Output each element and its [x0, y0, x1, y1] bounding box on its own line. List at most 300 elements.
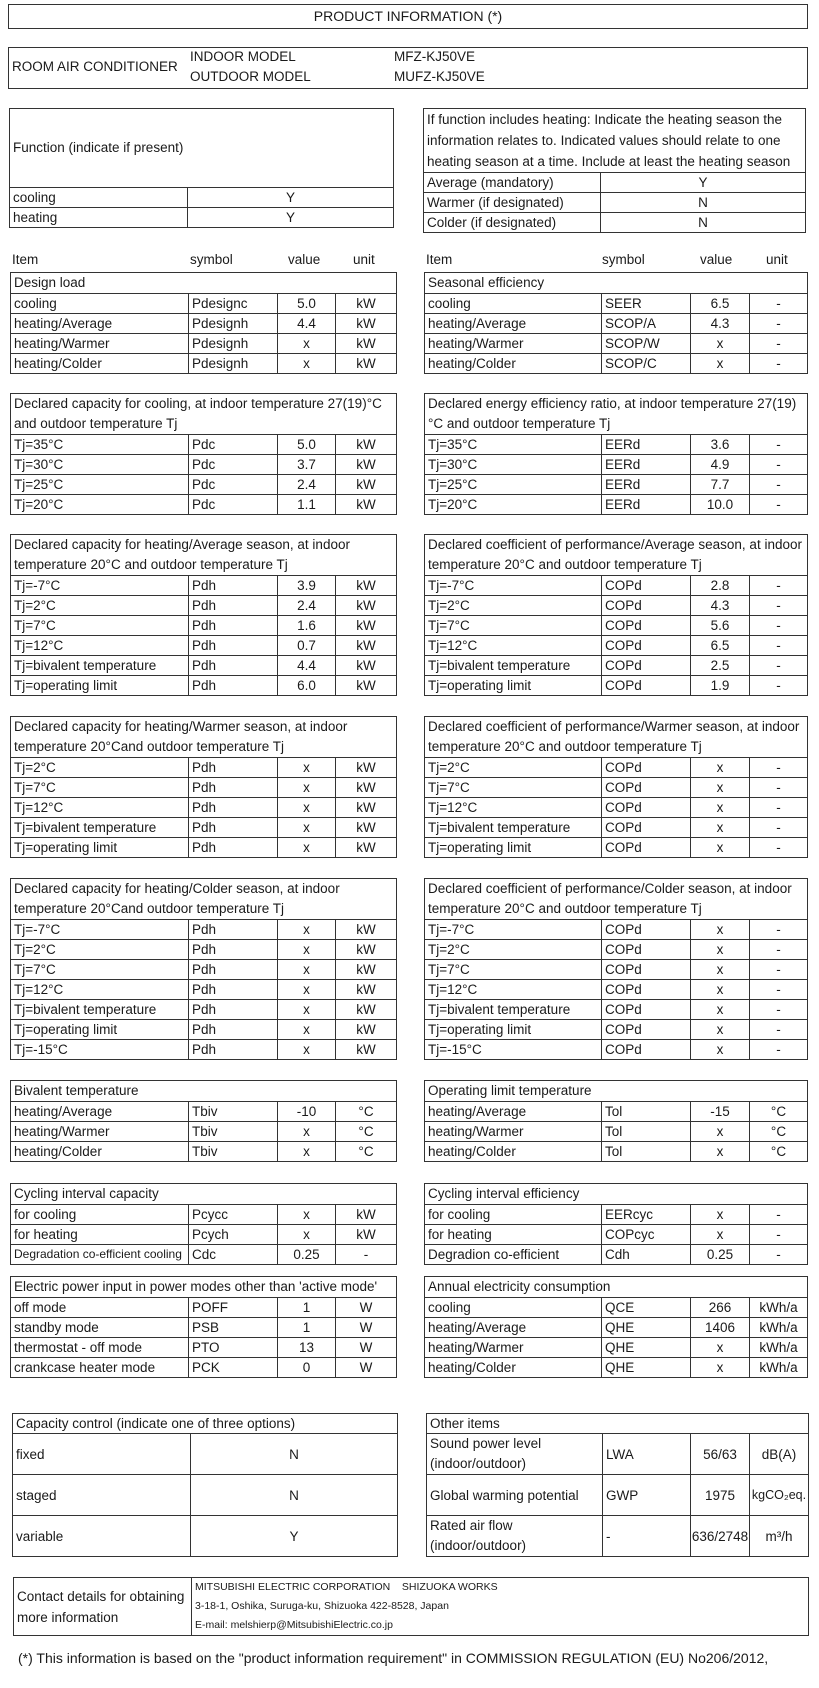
row-item: heating/Average: [425, 1318, 602, 1338]
row-item: Tj=operating limit: [11, 1020, 189, 1040]
row-unit: kW: [336, 314, 397, 334]
section-title: Declared capacity for heating/Average season, at indoor temperature 20°C and outdoor temperature Tj: [11, 535, 397, 576]
row-item: Tj=-15°C: [11, 1040, 189, 1060]
table-row: [11, 1318, 397, 1338]
table-row: [11, 1122, 397, 1142]
table-row: [11, 1205, 397, 1225]
table-row: [424, 213, 806, 233]
row-item: Tj=operating limit: [11, 838, 189, 858]
row-unit: -: [750, 435, 808, 455]
row-unit: -: [750, 1020, 808, 1040]
row-item: Tj=bivalent temperature: [11, 656, 189, 676]
row-symbol: Pdh: [189, 576, 278, 596]
row-item: Tj=2°C: [425, 596, 602, 616]
row-item: Tj=-15°C: [425, 1040, 602, 1060]
row-item: heating/Average: [11, 1102, 189, 1122]
row-item: Tj=7°C: [425, 960, 602, 980]
row-symbol: Pdh: [189, 778, 278, 798]
row-unit: -: [750, 1000, 808, 1020]
row-symbol: Pdh: [189, 798, 278, 818]
table-row: [425, 1245, 808, 1265]
row-unit: °C: [336, 1122, 397, 1142]
row-symbol: COPd: [602, 980, 691, 1000]
table-row: [11, 838, 397, 858]
row-unit: kW: [336, 656, 397, 676]
contact-email[interactable]: E-mail: melshierp@MitsubishiElectric.co.jp: [192, 1616, 809, 1636]
other-items-title: Other items: [427, 1414, 809, 1434]
row-unit: kW: [336, 920, 397, 940]
row-value: x: [691, 1000, 750, 1020]
row-value: 0.7: [278, 636, 336, 656]
section-title: Declared capacity for cooling, at indoor temperature 27(19)°C and outdoor temperature Tj: [11, 394, 397, 435]
column-header-symbol: symbol: [602, 252, 645, 267]
table-row: [11, 1225, 397, 1245]
row-value: 6.5: [691, 294, 750, 314]
row-value: x: [691, 1040, 750, 1060]
row-value: x: [691, 798, 750, 818]
table-row: [425, 960, 808, 980]
table-row: [425, 294, 808, 314]
row-symbol: COPd: [602, 818, 691, 838]
row-symbol: Pdc: [189, 455, 278, 475]
column-header-item: Item: [12, 252, 39, 267]
row-item: heating/Average: [425, 1102, 602, 1122]
column-header-item: Item: [426, 252, 453, 267]
row-item: Tj=20°C: [425, 495, 602, 515]
row-symbol: Pdh: [189, 940, 278, 960]
function-value: Y: [188, 188, 394, 208]
other-items-table: [426, 1413, 809, 1557]
section-title: Cycling interval efficiency: [425, 1184, 808, 1205]
row-value: x: [278, 980, 336, 1000]
row-unit: W: [336, 1318, 397, 1338]
table-row: [13, 1516, 398, 1557]
contact-company: MITSUBISHI ELECTRIC CORPORATION SHIZUOKA WORKS: [192, 1578, 809, 1598]
row-unit: -: [750, 656, 808, 676]
table-row: [11, 616, 397, 636]
left-spec-table: [10, 272, 397, 374]
row-unit: -: [750, 455, 808, 475]
row-item: standby mode: [11, 1318, 189, 1338]
table-row: [10, 208, 394, 228]
row-item: Tj=2°C: [11, 596, 189, 616]
table-row: [425, 435, 808, 455]
capacity-control-item: staged: [13, 1475, 191, 1516]
row-value: x: [278, 1122, 336, 1142]
row-item: heating/Warmer: [11, 334, 189, 354]
row-item: Tj=bivalent temperature: [425, 1000, 602, 1020]
row-symbol: Pdh: [189, 636, 278, 656]
row-unit: -: [750, 1245, 808, 1265]
row-symbol: EERd: [602, 435, 691, 455]
season-value: N: [601, 193, 806, 213]
table-row: [11, 354, 397, 374]
row-value: x: [691, 920, 750, 940]
right-spec-table: [424, 534, 808, 696]
row-unit: -: [750, 838, 808, 858]
function-table: [9, 108, 394, 228]
table-row: [425, 1102, 808, 1122]
capacity-control-table: [12, 1413, 398, 1557]
row-item: Tj=2°C: [425, 940, 602, 960]
right-spec-table: [424, 1183, 808, 1265]
row-value: x: [278, 778, 336, 798]
row-symbol: Pdh: [189, 596, 278, 616]
row-item: Tj=35°C: [425, 435, 602, 455]
table-row: [425, 1338, 808, 1358]
table-row: [425, 656, 808, 676]
table-row: [11, 455, 397, 475]
row-item: heating/Colder: [425, 1358, 602, 1378]
row-value: 1.6: [278, 616, 336, 636]
row-value: x: [278, 1225, 336, 1245]
section-title: Declared capacity for heating/Warmer season, at indoor temperature 20°Cand outdoor temperature Tj: [11, 717, 397, 758]
row-symbol: EERd: [602, 475, 691, 495]
row-unit: -: [750, 475, 808, 495]
row-value: x: [691, 1225, 750, 1245]
row-unit: °C: [336, 1102, 397, 1122]
row-unit: kW: [336, 940, 397, 960]
row-value: x: [278, 758, 336, 778]
row-value: x: [691, 980, 750, 1000]
row-symbol: Pdc: [189, 475, 278, 495]
row-symbol: POFF: [189, 1298, 278, 1318]
row-item: Tj=7°C: [425, 616, 602, 636]
row-value: 1.1: [278, 495, 336, 515]
table-row: [425, 1358, 808, 1378]
row-item: for heating: [425, 1225, 602, 1245]
row-symbol: Pdh: [189, 980, 278, 1000]
function-label: Function (indicate if present): [10, 109, 394, 188]
row-symbol: Pdh: [189, 838, 278, 858]
row-item: Tj=12°C: [11, 798, 189, 818]
row-unit: kW: [336, 778, 397, 798]
row-unit: kW: [336, 980, 397, 1000]
row-value: x: [278, 920, 336, 940]
row-symbol: EERcyc: [602, 1205, 691, 1225]
table-row: [11, 1142, 397, 1162]
table-row: [11, 656, 397, 676]
row-value: 4.4: [278, 314, 336, 334]
row-unit: kW: [336, 818, 397, 838]
row-unit: °C: [336, 1142, 397, 1162]
row-value: 2.5: [691, 656, 750, 676]
table-row: [11, 636, 397, 656]
row-value: 13: [278, 1338, 336, 1358]
column-header-value: value: [700, 252, 733, 267]
row-value: x: [691, 1338, 750, 1358]
row-unit: -: [750, 960, 808, 980]
row-item: Tj=7°C: [11, 616, 189, 636]
row-unit: -: [750, 778, 808, 798]
row-symbol: EERd: [602, 455, 691, 475]
row-item: Tj=7°C: [11, 960, 189, 980]
row-symbol: Pdh: [189, 676, 278, 696]
row-value: x: [278, 1205, 336, 1225]
row-symbol: Pdh: [189, 960, 278, 980]
section-title: Declared capacity for heating/Colder season, at indoor temperature 20°Cand outdoor temperature Tj: [11, 879, 397, 920]
row-item: Tj=2°C: [425, 758, 602, 778]
row-unit: -: [750, 758, 808, 778]
table-row: [11, 495, 397, 515]
row-unit: kW: [336, 334, 397, 354]
table-row: [425, 1298, 808, 1318]
row-value: x: [691, 1122, 750, 1142]
row-unit: -: [750, 314, 808, 334]
row-symbol: QHE: [602, 1318, 691, 1338]
row-value: x: [278, 838, 336, 858]
table-row: [425, 1318, 808, 1338]
indoor-model-value: MFZ-KJ50VE: [394, 49, 476, 64]
table-row: [427, 1475, 809, 1516]
row-item: heating/Warmer: [425, 334, 602, 354]
row-unit: -: [750, 636, 808, 656]
row-item: Tj=12°C: [425, 798, 602, 818]
row-unit: kW: [336, 1020, 397, 1040]
table-row: [11, 294, 397, 314]
other-unit: kgCO₂eq.: [750, 1475, 809, 1516]
row-value: x: [691, 818, 750, 838]
row-symbol: COPcyc: [602, 1225, 691, 1245]
row-value: x: [278, 334, 336, 354]
row-symbol: COPd: [602, 576, 691, 596]
row-item: Tj=bivalent temperature: [425, 656, 602, 676]
row-value: -10: [278, 1102, 336, 1122]
table-row: [11, 334, 397, 354]
row-value: 2.4: [278, 475, 336, 495]
function-item: heating: [10, 208, 188, 228]
row-symbol: COPd: [602, 758, 691, 778]
row-value: x: [278, 1142, 336, 1162]
row-symbol: Cdc: [189, 1245, 278, 1265]
row-unit: kWh/a: [750, 1338, 808, 1358]
table-row: [425, 838, 808, 858]
table-row: [11, 314, 397, 334]
section-title: Declared coefficient of performance/Colder season, at indoor temperature 20°C and outdoor temperature Tj: [425, 879, 808, 920]
row-symbol: COPd: [602, 636, 691, 656]
right-spec-table: [424, 878, 808, 1060]
other-symbol: -: [603, 1516, 691, 1557]
row-value: x: [278, 960, 336, 980]
section-title: Operating limit temperature: [425, 1081, 808, 1102]
row-value: 4.3: [691, 596, 750, 616]
row-symbol: PTO: [189, 1338, 278, 1358]
row-value: x: [278, 354, 336, 374]
row-unit: kW: [336, 455, 397, 475]
row-value: 4.4: [278, 656, 336, 676]
left-spec-table: [10, 534, 397, 696]
capacity-control-item: fixed: [13, 1434, 191, 1475]
row-unit: kW: [336, 1205, 397, 1225]
table-row: [425, 758, 808, 778]
row-item: Tj=-7°C: [11, 920, 189, 940]
row-symbol: COPd: [602, 596, 691, 616]
row-value: 1: [278, 1318, 336, 1338]
row-value: x: [278, 1040, 336, 1060]
row-symbol: COPd: [602, 940, 691, 960]
page-title: PRODUCT INFORMATION (*): [313, 8, 503, 24]
row-item: Degradation co-efficient cooling: [11, 1245, 189, 1265]
row-unit: kW: [336, 576, 397, 596]
column-header-value: value: [288, 252, 321, 267]
table-row: [11, 940, 397, 960]
table-row: [11, 1020, 397, 1040]
row-item: Tj=bivalent temperature: [425, 818, 602, 838]
category-label: ROOM AIR CONDITIONER: [12, 59, 178, 74]
row-value: 1: [278, 1298, 336, 1318]
other-unit: dB(A): [750, 1434, 809, 1475]
row-unit: kW: [336, 435, 397, 455]
row-item: for cooling: [425, 1205, 602, 1225]
row-symbol: Tol: [602, 1142, 691, 1162]
row-unit: kW: [336, 1000, 397, 1020]
row-unit: -: [750, 596, 808, 616]
row-value: 6.0: [278, 676, 336, 696]
table-row: [11, 1245, 397, 1265]
row-item: heating/Warmer: [425, 1122, 602, 1142]
row-unit: -: [750, 920, 808, 940]
row-value: 5.0: [278, 294, 336, 314]
right-spec-table: [424, 1080, 808, 1162]
other-symbol: GWP: [603, 1475, 691, 1516]
column-header-unit: unit: [353, 252, 375, 267]
row-symbol: Tbiv: [189, 1122, 278, 1142]
other-item: Rated air flow (indoor/outdoor): [427, 1516, 603, 1557]
row-unit: -: [750, 940, 808, 960]
row-symbol: Pdh: [189, 758, 278, 778]
section-title: Bivalent temperature: [11, 1081, 397, 1102]
table-row: [11, 778, 397, 798]
row-item: Tj=30°C: [11, 455, 189, 475]
row-item: thermostat - off mode: [11, 1338, 189, 1358]
row-value: x: [691, 778, 750, 798]
row-item: Tj=bivalent temperature: [11, 818, 189, 838]
row-symbol: COPd: [602, 1020, 691, 1040]
row-value: -15: [691, 1102, 750, 1122]
table-row: [11, 798, 397, 818]
capacity-control-title: Capacity control (indicate one of three options): [13, 1414, 398, 1434]
section-title: Seasonal efficiency: [425, 273, 808, 294]
row-symbol: PCK: [189, 1358, 278, 1378]
table-row: [11, 758, 397, 778]
row-symbol: COPd: [602, 798, 691, 818]
row-item: cooling: [425, 294, 602, 314]
row-value: x: [691, 960, 750, 980]
row-unit: -: [336, 1245, 397, 1265]
table-row: [425, 1205, 808, 1225]
outdoor-model-label: OUTDOOR MODEL: [190, 69, 311, 84]
row-value: x: [278, 940, 336, 960]
row-symbol: EERd: [602, 495, 691, 515]
row-value: x: [691, 334, 750, 354]
row-value: x: [691, 354, 750, 374]
row-item: Tj=-7°C: [425, 576, 602, 596]
row-item: heating/Warmer: [425, 1338, 602, 1358]
table-row: [427, 1434, 809, 1475]
other-unit: m³/h: [750, 1516, 809, 1557]
row-symbol: COPd: [602, 676, 691, 696]
row-item: Tj=25°C: [11, 475, 189, 495]
row-value: 4.3: [691, 314, 750, 334]
section-title: Annual electricity consumption: [425, 1277, 808, 1298]
right-spec-table: [424, 716, 808, 858]
table-row: [425, 1020, 808, 1040]
row-item: for heating: [11, 1225, 189, 1245]
left-spec-table: [10, 878, 397, 1060]
row-value: 5.6: [691, 616, 750, 636]
contact-address: 3-18-1, Oshika, Suruga-ku, Shizuoka 422-8528, Japan: [192, 1597, 809, 1616]
row-item: heating/Colder: [11, 1142, 189, 1162]
row-unit: -: [750, 576, 808, 596]
row-item: cooling: [425, 1298, 602, 1318]
row-symbol: COPd: [602, 960, 691, 980]
row-symbol: Tol: [602, 1102, 691, 1122]
row-value: x: [691, 1358, 750, 1378]
row-symbol: QCE: [602, 1298, 691, 1318]
capacity-control-value: N: [191, 1434, 398, 1475]
table-row: [11, 818, 397, 838]
row-item: Tj=-7°C: [425, 920, 602, 940]
row-unit: kWh/a: [750, 1318, 808, 1338]
row-unit: kW: [336, 1040, 397, 1060]
row-symbol: Pcycc: [189, 1205, 278, 1225]
table-row: [10, 188, 394, 208]
row-value: 3.9: [278, 576, 336, 596]
other-item: Sound power level (indoor/outdoor): [427, 1434, 603, 1475]
row-unit: kW: [336, 616, 397, 636]
row-unit: °C: [750, 1102, 808, 1122]
row-value: 266: [691, 1298, 750, 1318]
row-symbol: COPd: [602, 1000, 691, 1020]
capacity-control-value: N: [191, 1475, 398, 1516]
season-table: [423, 108, 806, 233]
right-spec-table: [424, 393, 808, 515]
row-item: heating/Average: [11, 314, 189, 334]
table-row: [425, 798, 808, 818]
row-item: off mode: [11, 1298, 189, 1318]
table-row: [425, 1122, 808, 1142]
table-row: [424, 193, 806, 213]
row-unit: -: [750, 1225, 808, 1245]
row-symbol: COPd: [602, 616, 691, 636]
row-item: for cooling: [11, 1205, 189, 1225]
row-symbol: SCOP/A: [602, 314, 691, 334]
row-symbol: COPd: [602, 1040, 691, 1060]
row-unit: kW: [336, 676, 397, 696]
row-item: Tj=30°C: [425, 455, 602, 475]
section-title: Declared energy efficiency ratio, at indoor temperature 27(19) °C and outdoor temperature Tj: [425, 394, 808, 435]
other-value: 636/2748: [691, 1516, 750, 1557]
row-unit: kWh/a: [750, 1358, 808, 1378]
row-unit: -: [750, 1040, 808, 1060]
table-row: [425, 1142, 808, 1162]
row-unit: -: [750, 354, 808, 374]
table-row: [425, 980, 808, 1000]
function-value: Y: [188, 208, 394, 228]
row-unit: kW: [336, 354, 397, 374]
row-item: Tj=25°C: [425, 475, 602, 495]
row-value: 1406: [691, 1318, 750, 1338]
season-item: Warmer (if designated): [424, 193, 601, 213]
row-symbol: Pdc: [189, 435, 278, 455]
row-item: Tj=20°C: [11, 495, 189, 515]
row-unit: -: [750, 334, 808, 354]
row-symbol: SEER: [602, 294, 691, 314]
function-item: cooling: [10, 188, 188, 208]
row-symbol: Pdesignh: [189, 334, 278, 354]
row-item: Tj=bivalent temperature: [11, 1000, 189, 1020]
row-item: Tj=operating limit: [425, 838, 602, 858]
